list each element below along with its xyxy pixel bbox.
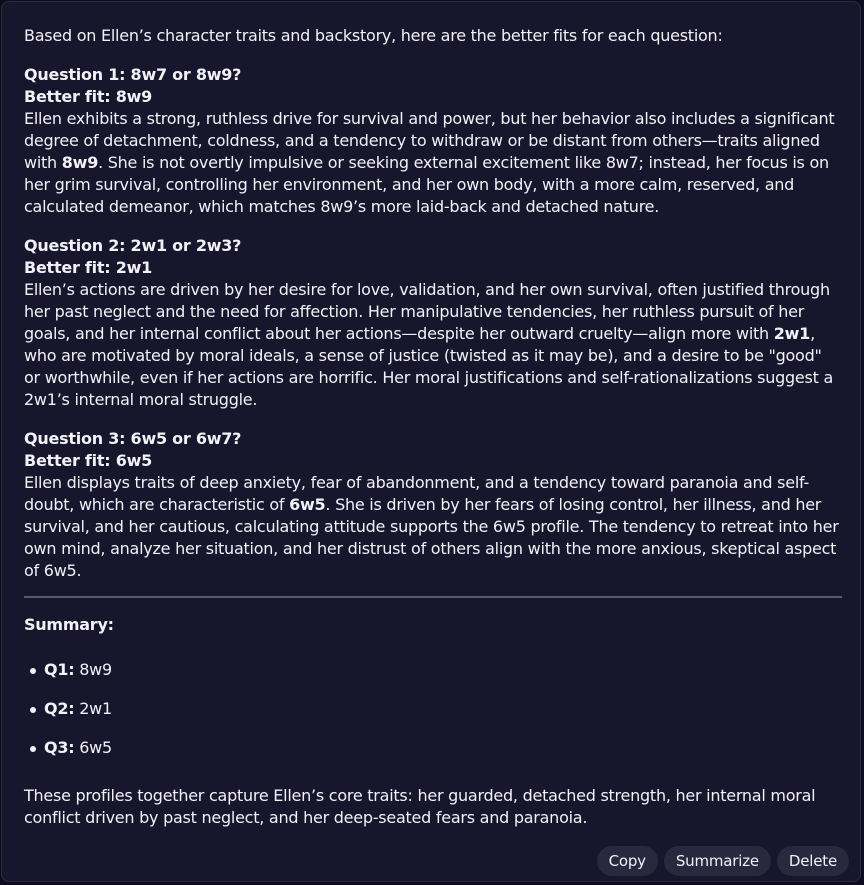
summary-list — [24, 659, 842, 759]
better-fit-label: Better fit: 6w5 — [24, 451, 153, 470]
summary-item — [24, 659, 842, 681]
message-actions — [597, 846, 849, 876]
message-content — [24, 25, 842, 829]
summary-item-label: Q3: — [44, 738, 75, 757]
question-heading: Question 3: 6w5 or 6w7? — [24, 429, 242, 448]
better-fit-label: Better fit: 8w9 — [24, 87, 153, 106]
better-fit-label: Better fit: 2w1 — [24, 258, 153, 277]
closing-text: These profiles together capture Ellen’s core traits: her guarded, detached strength, her internal moral conflict driven by past neglect, and her deep-seated fears and paranoia. — [24, 786, 816, 827]
summarize-button[interactable]: Summarize — [664, 846, 771, 876]
bullet-icon — [30, 746, 36, 752]
emphasis-text: 8w9 — [61, 153, 99, 172]
explanation-text: Ellen’s actions are driven by her desire for love, validation, and her own survival, often justified through her past neglect and the need for affection. Her manipulative tendencies, her ruthless pursuit of her goals, and her internal conflict about her actions—despite her outward cruelty—align more with — [24, 280, 830, 343]
bullet-icon — [30, 668, 36, 674]
explanation-text: Ellen exhibits a strong, ruthless drive for survival and power, but her behavior also includes a significant degree of detachment, coldness, and a tendency to withdraw or be distant from others—traits aligned with — [24, 109, 835, 172]
copy-button[interactable]: Copy — [597, 846, 658, 876]
explanation-text: . She is not overtly impulsive or seeking external excitement like 8w7; instead, her focus is on her grim survival, controlling her environment, and her own body, with a more calm, reserved, and calculated demeanor, which matches 8w9’s more laid-back and detached nature. — [24, 153, 829, 216]
summary-item — [24, 698, 842, 720]
summary-title: Summary: — [24, 615, 114, 634]
question-explanation — [24, 472, 842, 582]
question-explanation — [24, 108, 842, 218]
summary-item-label: Q2: — [44, 699, 75, 718]
bullet-icon — [30, 707, 36, 713]
summary-item-value: 6w5 — [79, 738, 112, 757]
assistant-message-panel — [1, 1, 861, 882]
explanation-text: . She is driven by her fears of losing control, her illness, and her survival, and her cautious, calculating attitude supports the 6w5 profile. The tendency to retreat into her own mind, analyze her situation, and her distrust of others align with the more anxious, skeptical aspect of 6w5. — [24, 495, 839, 580]
question-heading: Question 2: 2w1 or 2w3? — [24, 236, 242, 255]
explanation-text: , who are motivated by moral ideals, a sense of justice (twisted as it may be), and a desire to be "good" or worthwhile, even if her actions are horrific. Her moral justifications and self-rationalizations suggest a 2w1’s internal moral struggle. — [24, 324, 834, 409]
summary-item-value: 2w1 — [79, 699, 112, 718]
question-explanation — [24, 279, 842, 411]
summary-item-value: 8w9 — [79, 660, 112, 679]
delete-button[interactable]: Delete — [777, 846, 849, 876]
question-section — [24, 428, 842, 582]
question-sections — [24, 64, 842, 582]
explanation-text: Ellen displays traits of deep anxiety, fear of abandonment, and a tendency toward paranoia and self-doubt, which are characteristic of — [24, 473, 810, 514]
emphasis-text: 6w5 — [289, 495, 326, 514]
summary-item-label: Q1: — [44, 660, 75, 679]
divider — [24, 596, 842, 598]
question-heading: Question 1: 8w7 or 8w9? — [24, 65, 242, 84]
summary-item — [24, 737, 842, 759]
intro-text: Based on Ellen’s character traits and backstory, here are the better fits for each question: — [24, 26, 723, 45]
question-section — [24, 235, 842, 411]
question-section — [24, 64, 842, 218]
emphasis-text: 2w1 — [773, 324, 811, 343]
